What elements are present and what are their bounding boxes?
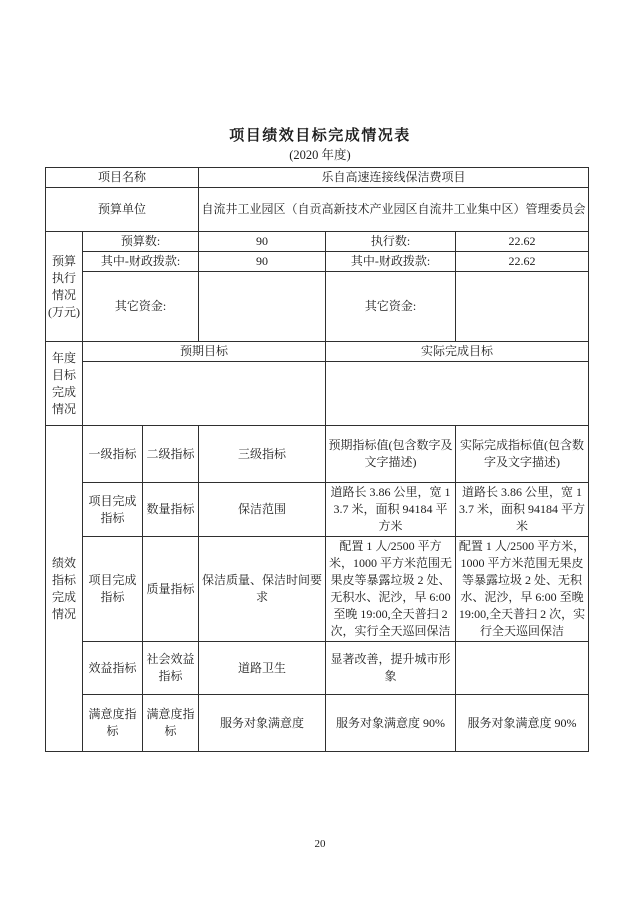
budget-value-left — [199, 272, 326, 342]
annual-expected-value — [83, 362, 326, 426]
budget-value-left: 90 — [199, 252, 326, 272]
budget-label-right: 其中-财政拨款: — [326, 252, 456, 272]
indicator-row-quality — [46, 537, 589, 642]
budget-value-left: 90 — [199, 232, 326, 252]
page-number: 20 — [314, 838, 326, 850]
indicator-header-expected: 预期指标值(包含数字及文字描述) — [326, 426, 456, 483]
budget-value-right: 22.62 — [456, 252, 589, 272]
performance-table — [45, 167, 589, 752]
budget-label-right: 执行数: — [326, 232, 456, 252]
indicator-row-quantity — [46, 483, 589, 537]
indicator-expected: 配置 1 人/2500 平方米，1000 平方米范围无果皮等暴露垃圾 2 处、无积水、泥沙，早 6:00 至晚 19:00,全天普扫 2 次，实行全天巡回保洁 — [326, 537, 456, 642]
budget-row-2 — [46, 252, 589, 272]
indicator-level3: 保洁范围 — [199, 483, 326, 537]
indicator-level2: 数量指标 — [143, 483, 199, 537]
budget-label-left: 其中-财政拨款: — [83, 252, 199, 272]
indicator-expected: 服务对象满意度 90% — [326, 695, 456, 752]
indicator-header-level2: 二级指标 — [143, 426, 199, 483]
document-title: 项目绩效目标完成情况表 — [229, 128, 411, 144]
indicator-level2: 满意度指标 — [143, 695, 199, 752]
indicator-actual: 服务对象满意度 90% — [456, 695, 589, 752]
budget-unit-label: 预算单位 — [46, 188, 199, 232]
budget-row-3 — [46, 272, 589, 342]
indicator-section-sidebar: 绩效指标完成情况 — [46, 426, 83, 752]
indicator-level3: 服务对象满意度 — [199, 695, 326, 752]
indicator-level1: 项目完成指标 — [83, 483, 143, 537]
indicator-level3: 道路卫生 — [199, 642, 326, 695]
indicator-level3: 保洁质量、保洁时间要求 — [199, 537, 326, 642]
budget-unit-row — [46, 188, 589, 232]
budget-label-right: 其它资金: — [326, 272, 456, 342]
budget-label-left: 预算数: — [83, 232, 199, 252]
indicator-actual: 配置 1 人/2500 平方米，1000 平方米范围无果皮等暴露垃圾 2 处、无积水、泥沙，早 6:00 至晚 19:00,全天普扫 2 次，实行全天巡回保洁 — [456, 537, 589, 642]
project-name-value: 乐自高速连接线保洁费项目 — [199, 168, 589, 188]
budget-value-right: 22.62 — [456, 232, 589, 252]
indicator-header-row — [46, 426, 589, 483]
budget-value-right — [456, 272, 589, 342]
annual-header-row — [46, 342, 589, 362]
project-name-row — [46, 168, 589, 188]
indicator-expected: 显著改善，提升城市形象 — [326, 642, 456, 695]
indicator-level1: 项目完成指标 — [83, 537, 143, 642]
indicator-level1: 效益指标 — [83, 642, 143, 695]
indicator-level2: 社会效益指标 — [143, 642, 199, 695]
document-subtitle: (2020 年度) — [289, 148, 351, 162]
indicator-row-benefit — [46, 642, 589, 695]
indicator-actual: 道路长 3.86 公里，宽 13.7 米，面积 94184 平方米 — [456, 483, 589, 537]
indicator-level2: 质量指标 — [143, 537, 199, 642]
indicator-header-level3: 三级指标 — [199, 426, 326, 483]
annual-expected-header: 预期目标 — [83, 342, 326, 362]
indicator-header-actual: 实际完成指标值(包含数字及文字描述) — [456, 426, 589, 483]
budget-unit-value: 自流井工业园区（自贡高新技术产业园区自流井工业集中区）管理委员会 — [199, 188, 589, 232]
indicator-row-satisfaction — [46, 695, 589, 752]
indicator-header-level1: 一级指标 — [83, 426, 143, 483]
indicator-level1: 满意度指标 — [83, 695, 143, 752]
annual-actual-value — [326, 362, 589, 426]
project-name-label: 项目名称 — [46, 168, 199, 188]
indicator-expected: 道路长 3.86 公里，宽 13.7 米，面积 94184 平方米 — [326, 483, 456, 537]
annual-actual-header: 实际完成目标 — [326, 342, 589, 362]
budget-row-1 — [46, 232, 589, 252]
budget-label-left: 其它资金: — [83, 272, 199, 342]
budget-section-sidebar: 预算执行情况(万元) — [46, 232, 83, 342]
annual-value-row — [46, 362, 589, 426]
indicator-actual — [456, 642, 589, 695]
annual-section-sidebar: 年度目标完成情况 — [46, 342, 83, 426]
